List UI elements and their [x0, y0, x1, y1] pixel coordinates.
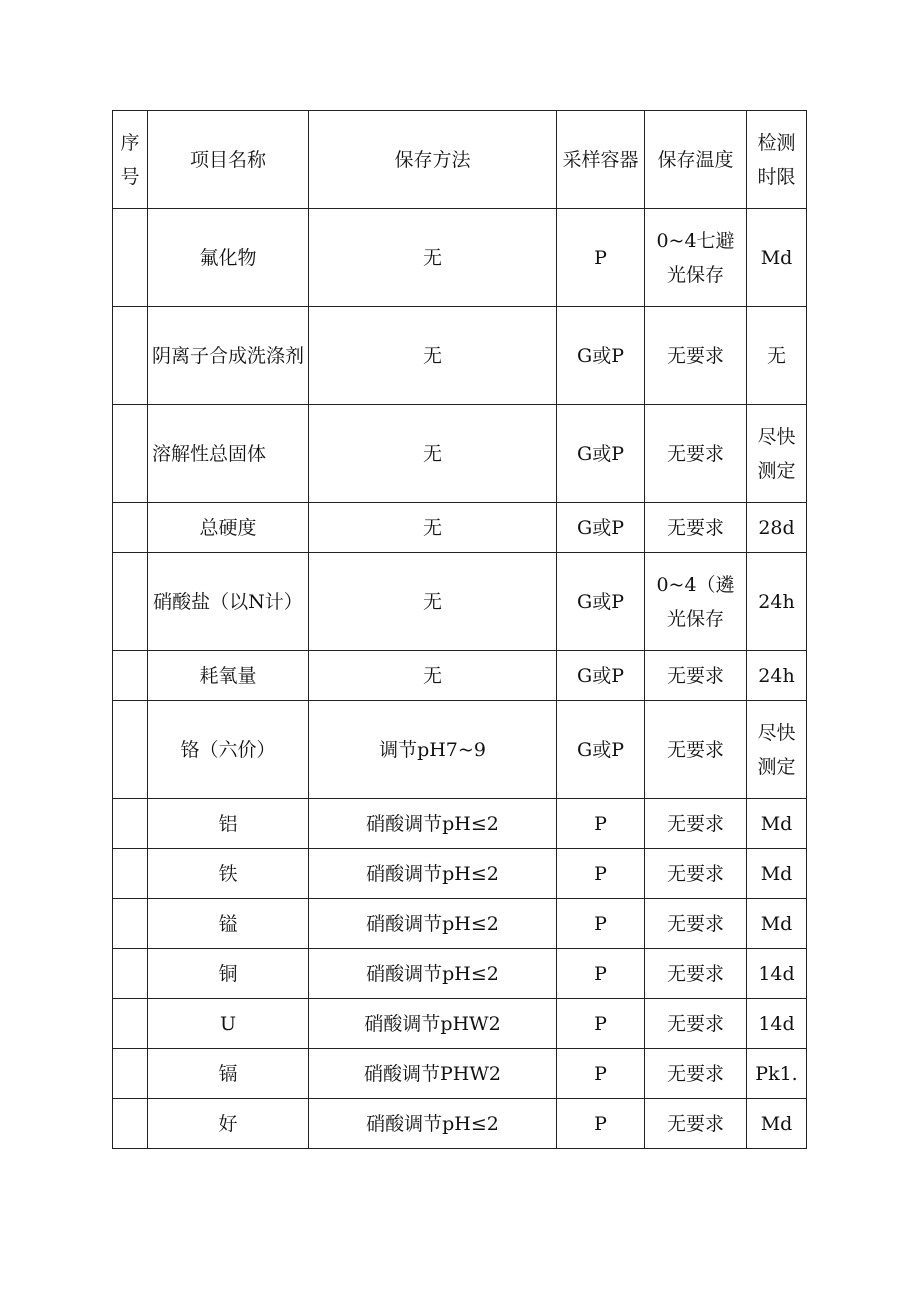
- cell-container: P: [557, 799, 645, 849]
- cell-container: G或P: [557, 405, 645, 503]
- cell-limit: 24h: [747, 553, 807, 651]
- cell-seq: [113, 307, 148, 405]
- table-row: [113, 799, 807, 849]
- cell-container: P: [557, 949, 645, 999]
- table-row: [113, 899, 807, 949]
- cell-seq: [113, 899, 148, 949]
- cell-name: 阴离子合成洗涤剂: [148, 307, 309, 405]
- table-row: [113, 651, 807, 701]
- cell-seq: [113, 949, 148, 999]
- cell-temperature: 无要求: [645, 307, 747, 405]
- cell-temperature: 0~4七避光保存: [645, 209, 747, 307]
- header-method: 保存方法: [309, 111, 557, 209]
- cell-limit: 尽快测定: [747, 405, 807, 503]
- cell-temperature: 无要求: [645, 1099, 747, 1149]
- cell-name: 硝酸盐（以N计）: [148, 553, 309, 651]
- header-seq: 序号: [113, 111, 148, 209]
- table-row: [113, 405, 807, 503]
- cell-method: 硝酸调节PHW2: [309, 1049, 557, 1099]
- cell-name: 铝: [148, 799, 309, 849]
- cell-seq: [113, 1099, 148, 1149]
- cell-temperature: 无要求: [645, 999, 747, 1049]
- cell-limit: 无: [747, 307, 807, 405]
- cell-limit: 14d: [747, 949, 807, 999]
- cell-limit: Md: [747, 209, 807, 307]
- cell-name: 耗氧量: [148, 651, 309, 701]
- cell-name: 铬（六价）: [148, 701, 309, 799]
- table-row: [113, 701, 807, 799]
- cell-name: 氟化物: [148, 209, 309, 307]
- cell-seq: [113, 405, 148, 503]
- cell-limit: Md: [747, 1099, 807, 1149]
- cell-method: 无: [309, 651, 557, 701]
- cell-seq: [113, 799, 148, 849]
- cell-method: 硝酸调节pH≤2: [309, 1099, 557, 1149]
- cell-seq: [113, 849, 148, 899]
- cell-seq: [113, 503, 148, 553]
- cell-temperature: 无要求: [645, 1049, 747, 1099]
- sampling-preservation-table: [112, 110, 807, 1149]
- cell-limit: Md: [747, 899, 807, 949]
- table-row: [113, 307, 807, 405]
- cell-method: 无: [309, 553, 557, 651]
- header-limit: 检测时限: [747, 111, 807, 209]
- cell-name: U: [148, 999, 309, 1049]
- cell-name: 镒: [148, 899, 309, 949]
- cell-seq: [113, 553, 148, 651]
- cell-name: 镉: [148, 1049, 309, 1099]
- header-container: 采样容器: [557, 111, 645, 209]
- cell-container: G或P: [557, 307, 645, 405]
- cell-name: 铜: [148, 949, 309, 999]
- cell-seq: [113, 701, 148, 799]
- cell-method: 硝酸调节pH≤2: [309, 799, 557, 849]
- table-header-row: [113, 111, 807, 209]
- cell-container: G或P: [557, 503, 645, 553]
- cell-temperature: 无要求: [645, 701, 747, 799]
- cell-temperature: 无要求: [645, 503, 747, 553]
- cell-method: 硝酸调节pH≤2: [309, 899, 557, 949]
- cell-method: 调节pH7~9: [309, 701, 557, 799]
- cell-container: P: [557, 1049, 645, 1099]
- table-row: [113, 949, 807, 999]
- cell-container: P: [557, 1099, 645, 1149]
- table-row: [113, 553, 807, 651]
- table-row: [113, 1099, 807, 1149]
- cell-container: G或P: [557, 651, 645, 701]
- cell-temperature: 无要求: [645, 651, 747, 701]
- cell-container: P: [557, 999, 645, 1049]
- cell-name: 好: [148, 1099, 309, 1149]
- cell-limit: 24h: [747, 651, 807, 701]
- cell-method: 无: [309, 307, 557, 405]
- cell-limit: Md: [747, 799, 807, 849]
- cell-name: 总硬度: [148, 503, 309, 553]
- cell-method: 硝酸调节pHW2: [309, 999, 557, 1049]
- cell-temperature: 0~4（遴光保存: [645, 553, 747, 651]
- cell-seq: [113, 1049, 148, 1099]
- table-row: [113, 209, 807, 307]
- cell-seq: [113, 209, 148, 307]
- cell-name: 铁: [148, 849, 309, 899]
- header-name: 项目名称: [148, 111, 309, 209]
- table-row: [113, 849, 807, 899]
- cell-temperature: 无要求: [645, 405, 747, 503]
- cell-limit: 28d: [747, 503, 807, 553]
- cell-limit: 14d: [747, 999, 807, 1049]
- cell-container: P: [557, 899, 645, 949]
- cell-limit: 尽快测定: [747, 701, 807, 799]
- cell-container: P: [557, 209, 645, 307]
- cell-method: 硝酸调节pH≤2: [309, 849, 557, 899]
- cell-temperature: 无要求: [645, 949, 747, 999]
- cell-temperature: 无要求: [645, 899, 747, 949]
- cell-container: P: [557, 849, 645, 899]
- cell-method: 硝酸调节pH≤2: [309, 949, 557, 999]
- cell-container: G或P: [557, 701, 645, 799]
- table-row: [113, 1049, 807, 1099]
- cell-container: G或P: [557, 553, 645, 651]
- header-temperature: 保存温度: [645, 111, 747, 209]
- cell-limit: Md: [747, 849, 807, 899]
- cell-seq: [113, 999, 148, 1049]
- cell-name: 溶解性总固体: [148, 405, 309, 503]
- cell-seq: [113, 651, 148, 701]
- cell-limit: Pk1.: [747, 1049, 807, 1099]
- table-row: [113, 999, 807, 1049]
- cell-temperature: 无要求: [645, 849, 747, 899]
- cell-method: 无: [309, 503, 557, 553]
- cell-temperature: 无要求: [645, 799, 747, 849]
- table-row: [113, 503, 807, 553]
- cell-method: 无: [309, 405, 557, 503]
- cell-method: 无: [309, 209, 557, 307]
